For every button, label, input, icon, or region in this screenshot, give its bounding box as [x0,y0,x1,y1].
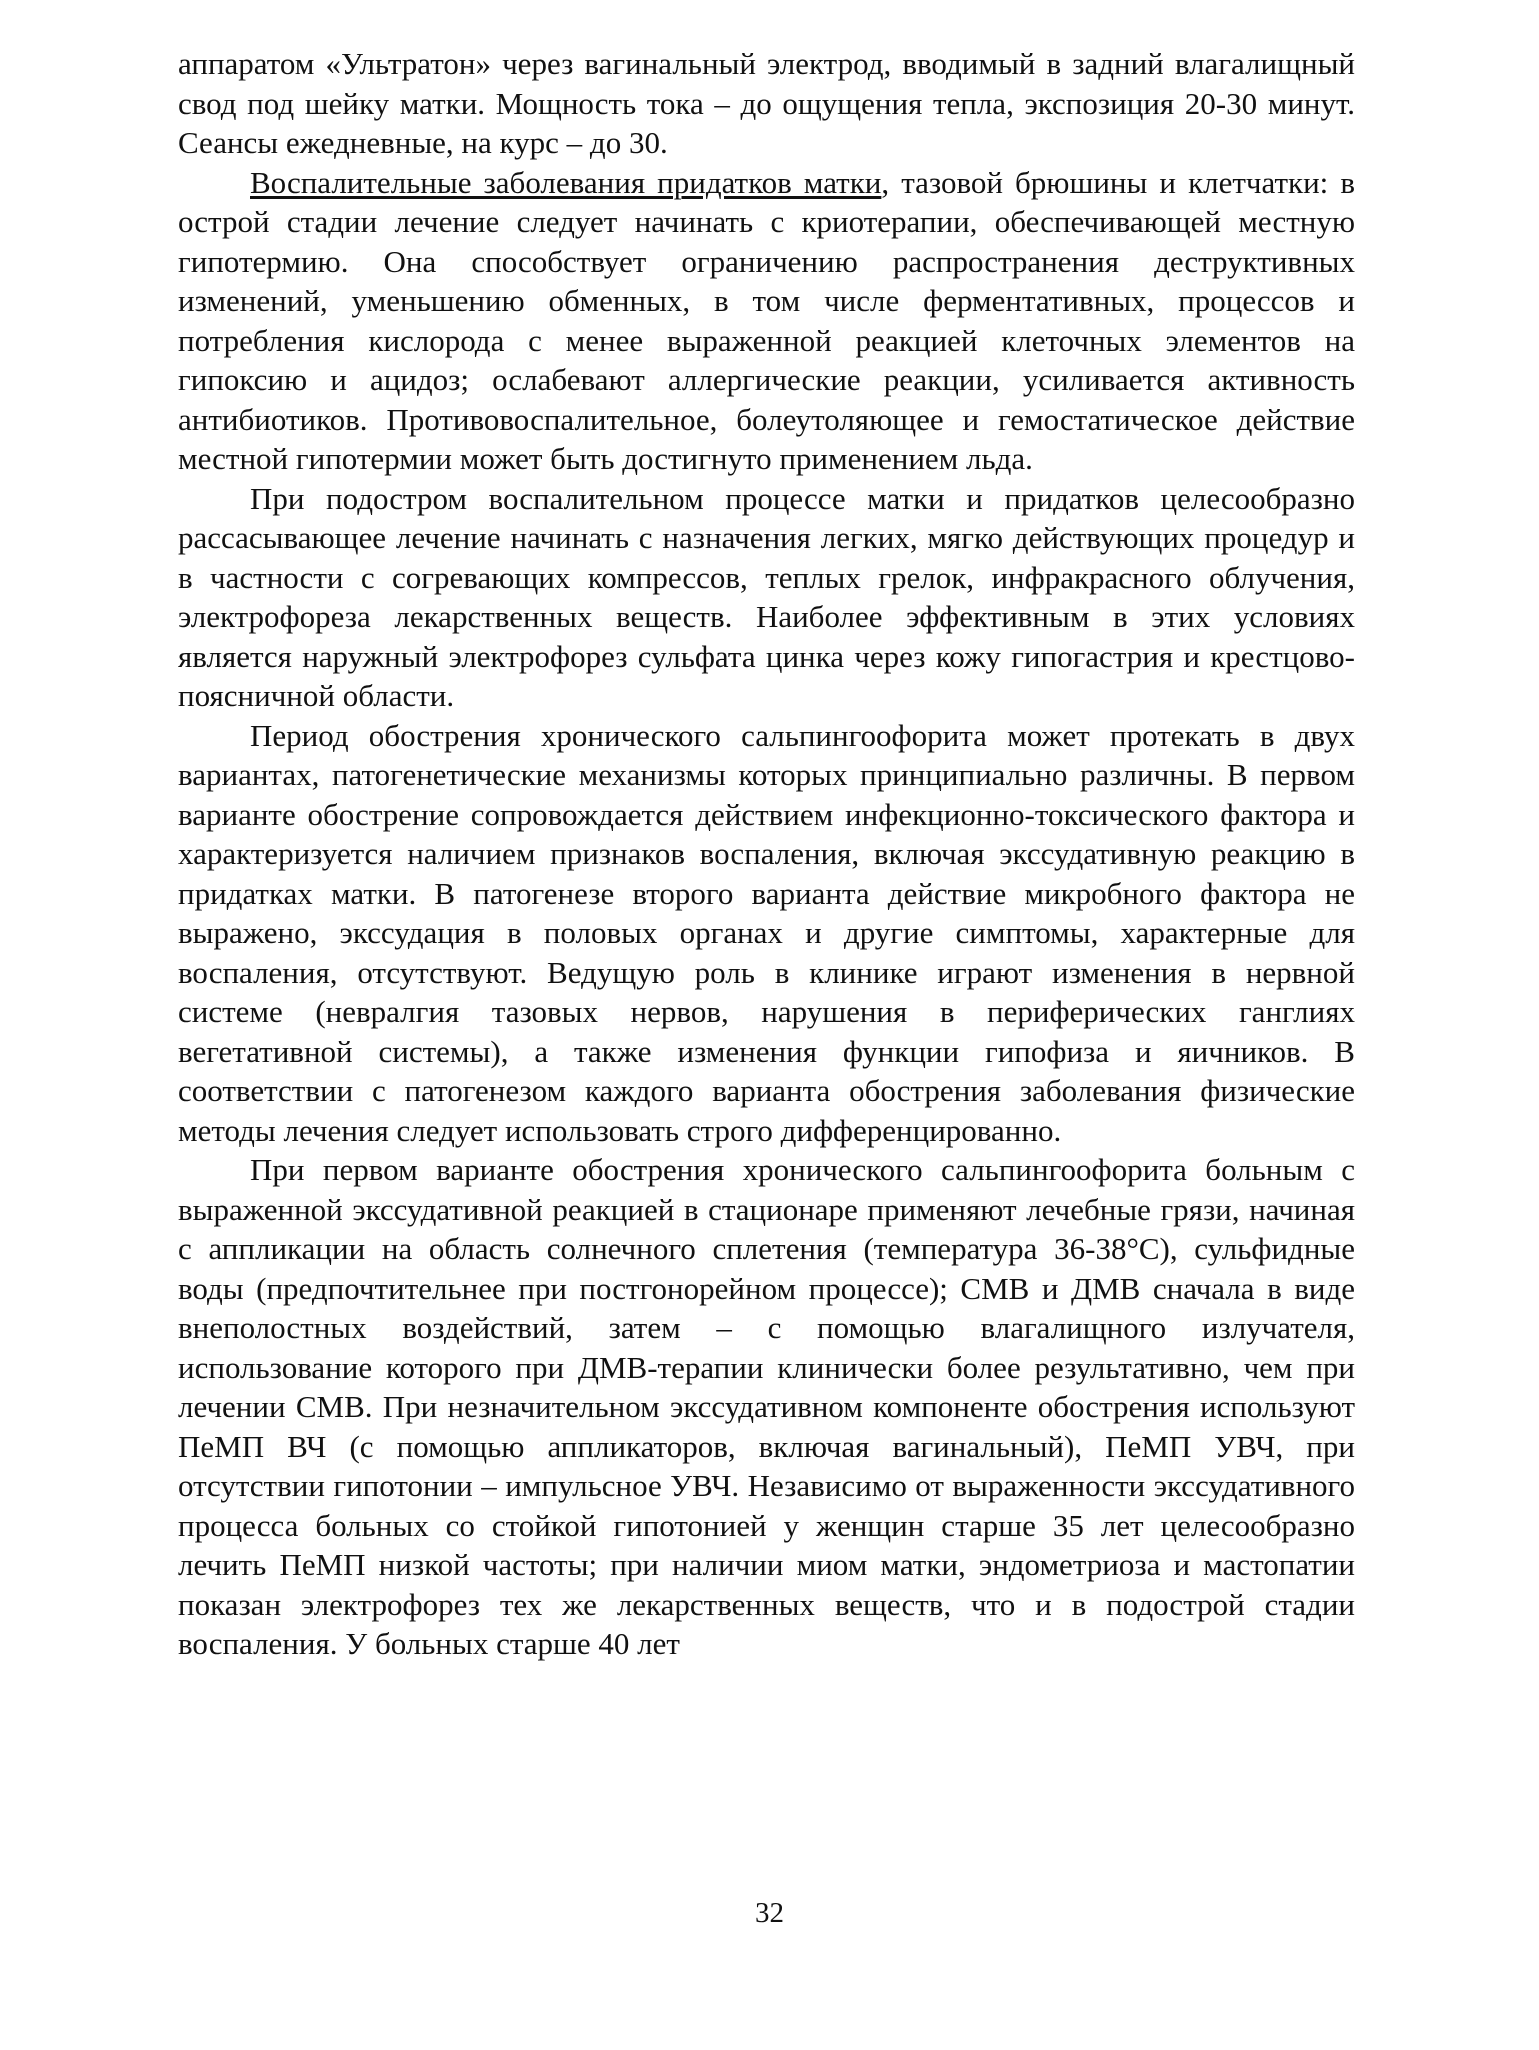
paragraph-2-text: , тазовой брюшины и клетчатки: в острой стадии лечение следует начинать с криотерапии, обеспечивающей местную гипотермию. Она способствует ограничению распространения деструктивных изменений, уменьшению обменных, в том числе ферментативных, процессов и потребления кислорода с менее выраженной реакцией клеточных элементов на гипоксию и ацидоз; ослабевают аллергические реакции, усиливается активность антибиотиков. Противовоспалительное, болеутоляющее и гемостатическое действие местной гипотермии может быть достигнуто применением льда. [178,164,1355,476]
paragraph-5-text: При первом варианте обострения хронического сальпингоофорита больным с выраженной экссудативной реакцией в стационаре применяют лечебные грязи, начиная с аппликации на область солнечного сплетения (температура 36-38°С), сульфидные воды (предпочтительнее при постгонорейном процессе); СМВ и ДМВ сначала в виде внеполостных воздействий, затем – с помощью влагалищного излучателя, использование которого при ДМВ-терапии клинически более результативно, чем при лечении СМВ. При незначительном экссудативном компоненте обострения используют ПеМП ВЧ (с помощью аппликаторов, включая вагинальный), ПеМП УВЧ, при отсутствии гипотонии – импульсное УВЧ. Независимо от выраженности экссудативного процесса больных со стойкой гипотонией у женщин старше 35 лет целесообразно лечить ПеМП низкой частоты; при наличии миом матки, эндометриоза и мастопатии показан электрофорез тех же лекарственных веществ, что и в подострой стадии воспаления. У больных старше 40 лет [178,1152,1355,1661]
paragraph-5 [178,1150,1355,1664]
paragraph-4 [178,716,1355,1151]
page-number: 32 [755,1897,784,1929]
paragraph-4-text: Период обострения хронического сальпингоофорита может протекать в двух вариантах, патогенетические механизмы которых принципиально различны. В первом варианте обострение сопровождается действием инфекционно-токсического фактора и характеризуется наличием признаков воспаления, включая экссудативную реакцию в придатках матки. В патогенезе второго варианта действие микробного фактора не выражено, экссудация в половых органах и другие симптомы, характерные для воспаления, отсутствуют. Ведущую роль в клинике играют изменения в нервной системе (невралгия тазовых нервов, нарушения в периферических ганглиях вегетативной системы), а также изменения функции гипофиза и яичников. В соответствии с патогенезом каждого варианта обострения заболевания физические методы лечения следует использовать строго дифференцированно. [178,717,1355,1148]
paragraph-3 [178,479,1355,716]
paragraph-3-text: При подостром воспалительном процессе матки и придатков целесообразно рассасывающее лечение начинать с назначения легких, мягко действующих процедур и в частности с согревающих компрессов, теплых грелок, инфракрасного облучения, электрофореза лекарственных веществ. Наиболее эффективным в этих условиях является наружный электрофорез сульфата цинка через кожу гипогастрия и крестцово-поясничной области. [178,480,1355,713]
paragraph-2 [178,163,1355,479]
paragraph-1-text: аппаратом «Ультратон» через вагинальный электрод, вводимый в задний влагалищный свод под шейку матки. Мощность тока – до ощущения тепла, экспозиция 20-30 минут. Сеансы ежедневные, на курс – до 30. [178,46,1355,160]
paragraph-1 [178,44,1355,163]
paragraph-2-heading: Воспалительные заболевания придатков матки [250,164,882,200]
document-page [178,44,1355,1664]
